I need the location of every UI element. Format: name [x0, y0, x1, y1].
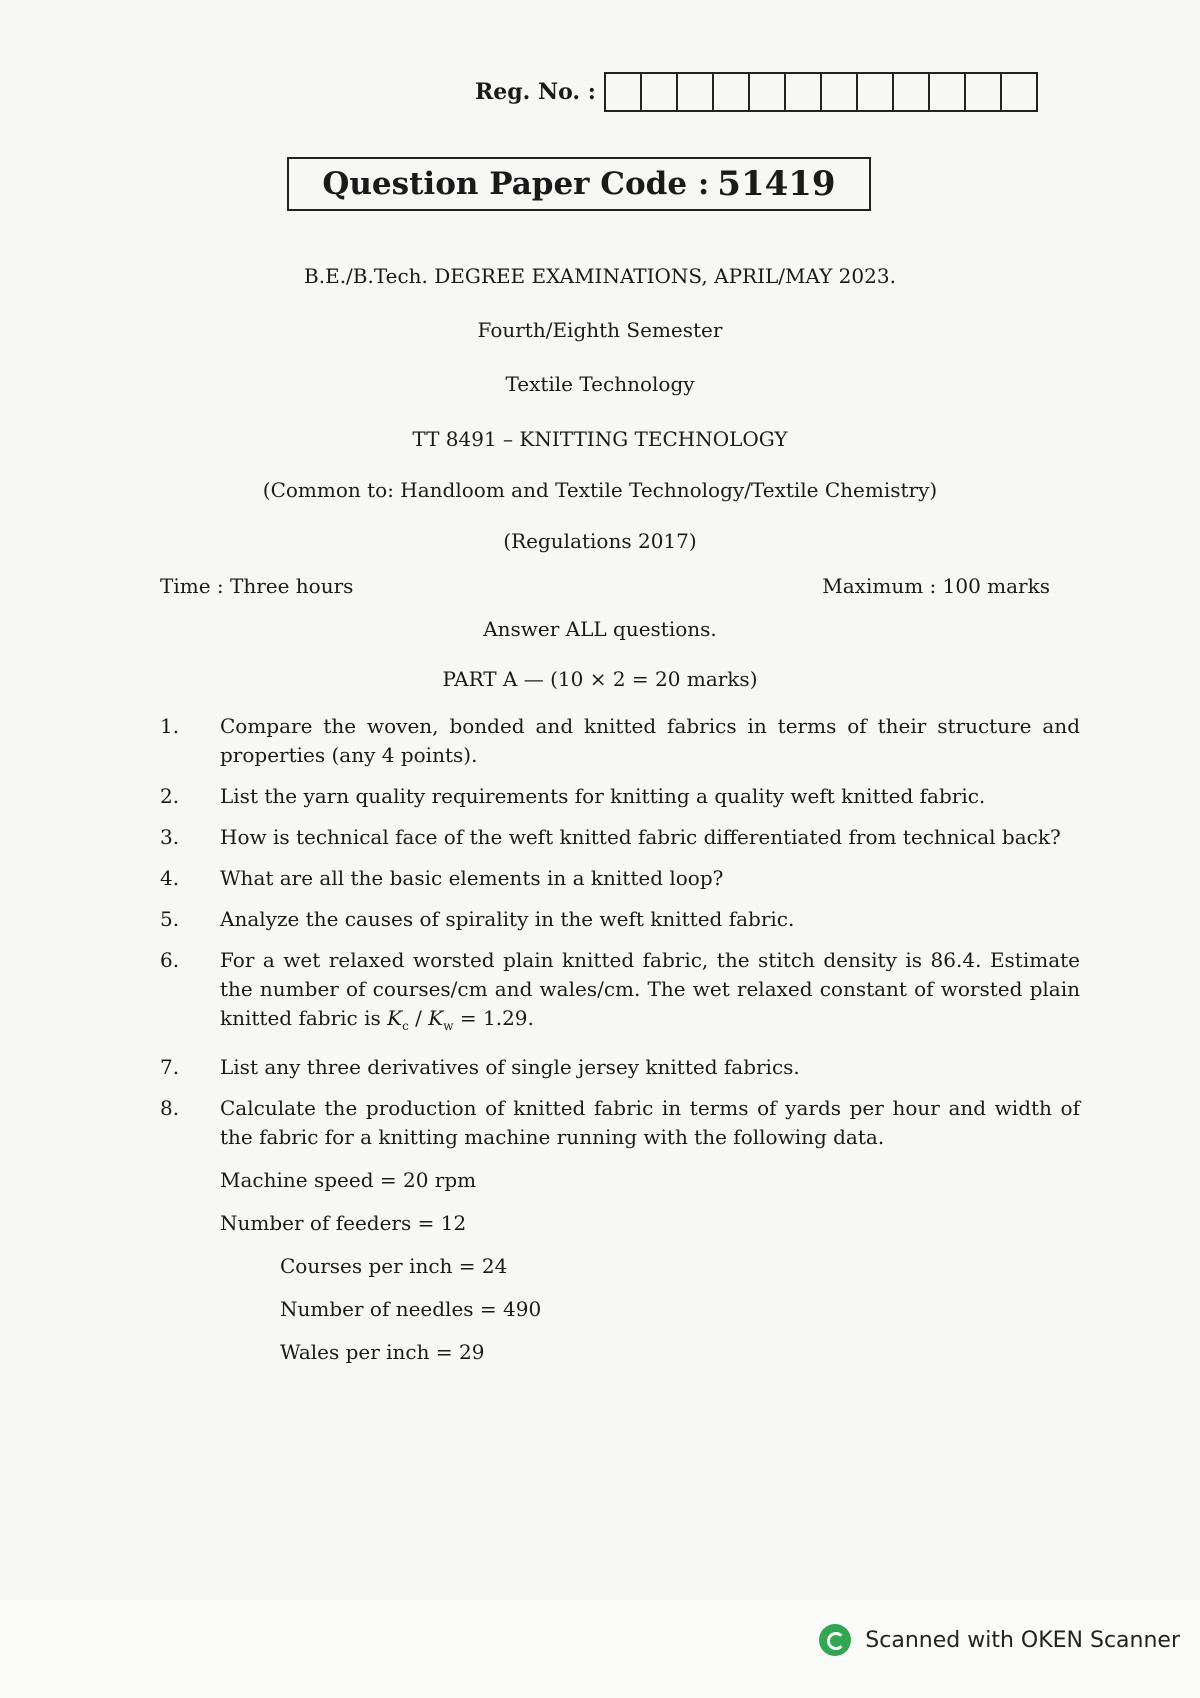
- subscript-c: c: [402, 1019, 409, 1033]
- code-label: Question Paper Code :: [322, 166, 710, 202]
- question-number: 3.: [160, 825, 180, 849]
- courses-per-inch: Courses per inch = 24: [280, 1254, 508, 1278]
- question-text: Analyze the causes of spirality in the weft knitted fabric.: [220, 907, 795, 931]
- time-marks-row: [160, 574, 1050, 598]
- reg-no-label: Reg. No. :: [475, 79, 596, 105]
- formula-slash: /: [408, 1006, 429, 1030]
- semester: Fourth/Eighth Semester: [477, 318, 723, 342]
- reg-no-box: [858, 74, 894, 110]
- wales-per-inch: Wales per inch = 29: [280, 1340, 485, 1364]
- question-number: 4.: [160, 866, 180, 890]
- reg-no-boxes: [604, 72, 1038, 112]
- regulations: (Regulations 2017): [503, 529, 697, 553]
- question-text: What are all the basic elements in a knitted loop?: [220, 866, 724, 890]
- ratio-formula: [387, 1006, 534, 1033]
- question-text: List the yarn quality requirements for knitting a quality weft knitted fabric.: [220, 784, 986, 808]
- max-marks: Maximum : 100 marks: [822, 574, 1050, 598]
- department: Textile Technology: [505, 372, 695, 396]
- question-number: 2.: [160, 784, 180, 808]
- reg-no-box: [606, 74, 642, 110]
- reg-no-box: [786, 74, 822, 110]
- formula-value: = 1.29.: [453, 1006, 534, 1030]
- question-item: [160, 782, 1080, 811]
- scanner-watermark: [819, 1624, 1180, 1656]
- reg-no-box: [930, 74, 966, 110]
- reg-no-box: [1002, 74, 1036, 110]
- question-item: [160, 946, 1080, 1041]
- reg-no-box: [642, 74, 678, 110]
- reg-no-box: [750, 74, 786, 110]
- question-item: [160, 864, 1080, 893]
- k-symbol: K: [428, 1006, 444, 1030]
- exam-title: B.E./B.Tech. DEGREE EXAMINATIONS, APRIL/MAY 2023.: [304, 264, 896, 288]
- reg-no-box: [822, 74, 858, 110]
- question-number: 1.: [160, 714, 180, 738]
- part-a-heading: PART A — (10 × 2 = 20 marks): [442, 667, 758, 691]
- question-paper-code-box: [287, 157, 871, 211]
- reg-no-box: [714, 74, 750, 110]
- question-list: [160, 712, 1080, 1367]
- question-number: 6.: [160, 948, 180, 972]
- question-text: Calculate the production of knitted fabric in terms of yards per hour and width of the fabric for a knitting machine running with the following data.: [220, 1096, 1080, 1149]
- time-allowed: Time : Three hours: [160, 574, 354, 598]
- question-text: Compare the woven, bonded and knitted fabrics in terms of their structure and properties (any 4 points).: [220, 714, 1080, 767]
- subscript-w: w: [443, 1019, 454, 1033]
- reg-no-box: [894, 74, 930, 110]
- k-symbol: K: [387, 1006, 403, 1030]
- question-number: 7.: [160, 1055, 180, 1079]
- question-item: [160, 1053, 1080, 1082]
- reg-no-box: [966, 74, 1002, 110]
- instruction: Answer ALL questions.: [483, 617, 717, 641]
- reg-no-field: [475, 72, 1038, 112]
- question-item: [160, 823, 1080, 852]
- question-number: 8.: [160, 1096, 180, 1120]
- question-text: List any three derivatives of single jersey knitted fabrics.: [220, 1055, 800, 1079]
- scanner-label: Scanned with OKEN Scanner: [865, 1627, 1180, 1653]
- question-item: [160, 905, 1080, 934]
- common-to: (Common to: Handloom and Textile Technology/Textile Chemistry): [262, 478, 938, 502]
- question-text-q6: [220, 946, 1080, 1041]
- question-text: How is technical face of the weft knitted fabric differentiated from technical back?: [220, 825, 1061, 849]
- question-item: [160, 1094, 1080, 1152]
- number-of-needles: Number of needles = 490: [280, 1297, 542, 1321]
- question-number: 5.: [160, 907, 180, 931]
- subject: TT 8491 – KNITTING TECHNOLOGY: [412, 427, 788, 451]
- question-text: For a wet relaxed worsted plain knitted fabric, the stitch density is 86.4. Estimate the number of courses/cm and wales/cm. The wet relaxed constant of worsted plain knitted fabric is: [220, 948, 1080, 1030]
- question-item: [160, 712, 1080, 770]
- machine-speed: Machine speed = 20 rpm: [220, 1168, 477, 1192]
- code-number: 51419: [717, 164, 836, 204]
- reg-no-box: [678, 74, 714, 110]
- number-of-feeders: Number of feeders = 12: [220, 1211, 467, 1235]
- oken-scanner-icon: [819, 1624, 851, 1656]
